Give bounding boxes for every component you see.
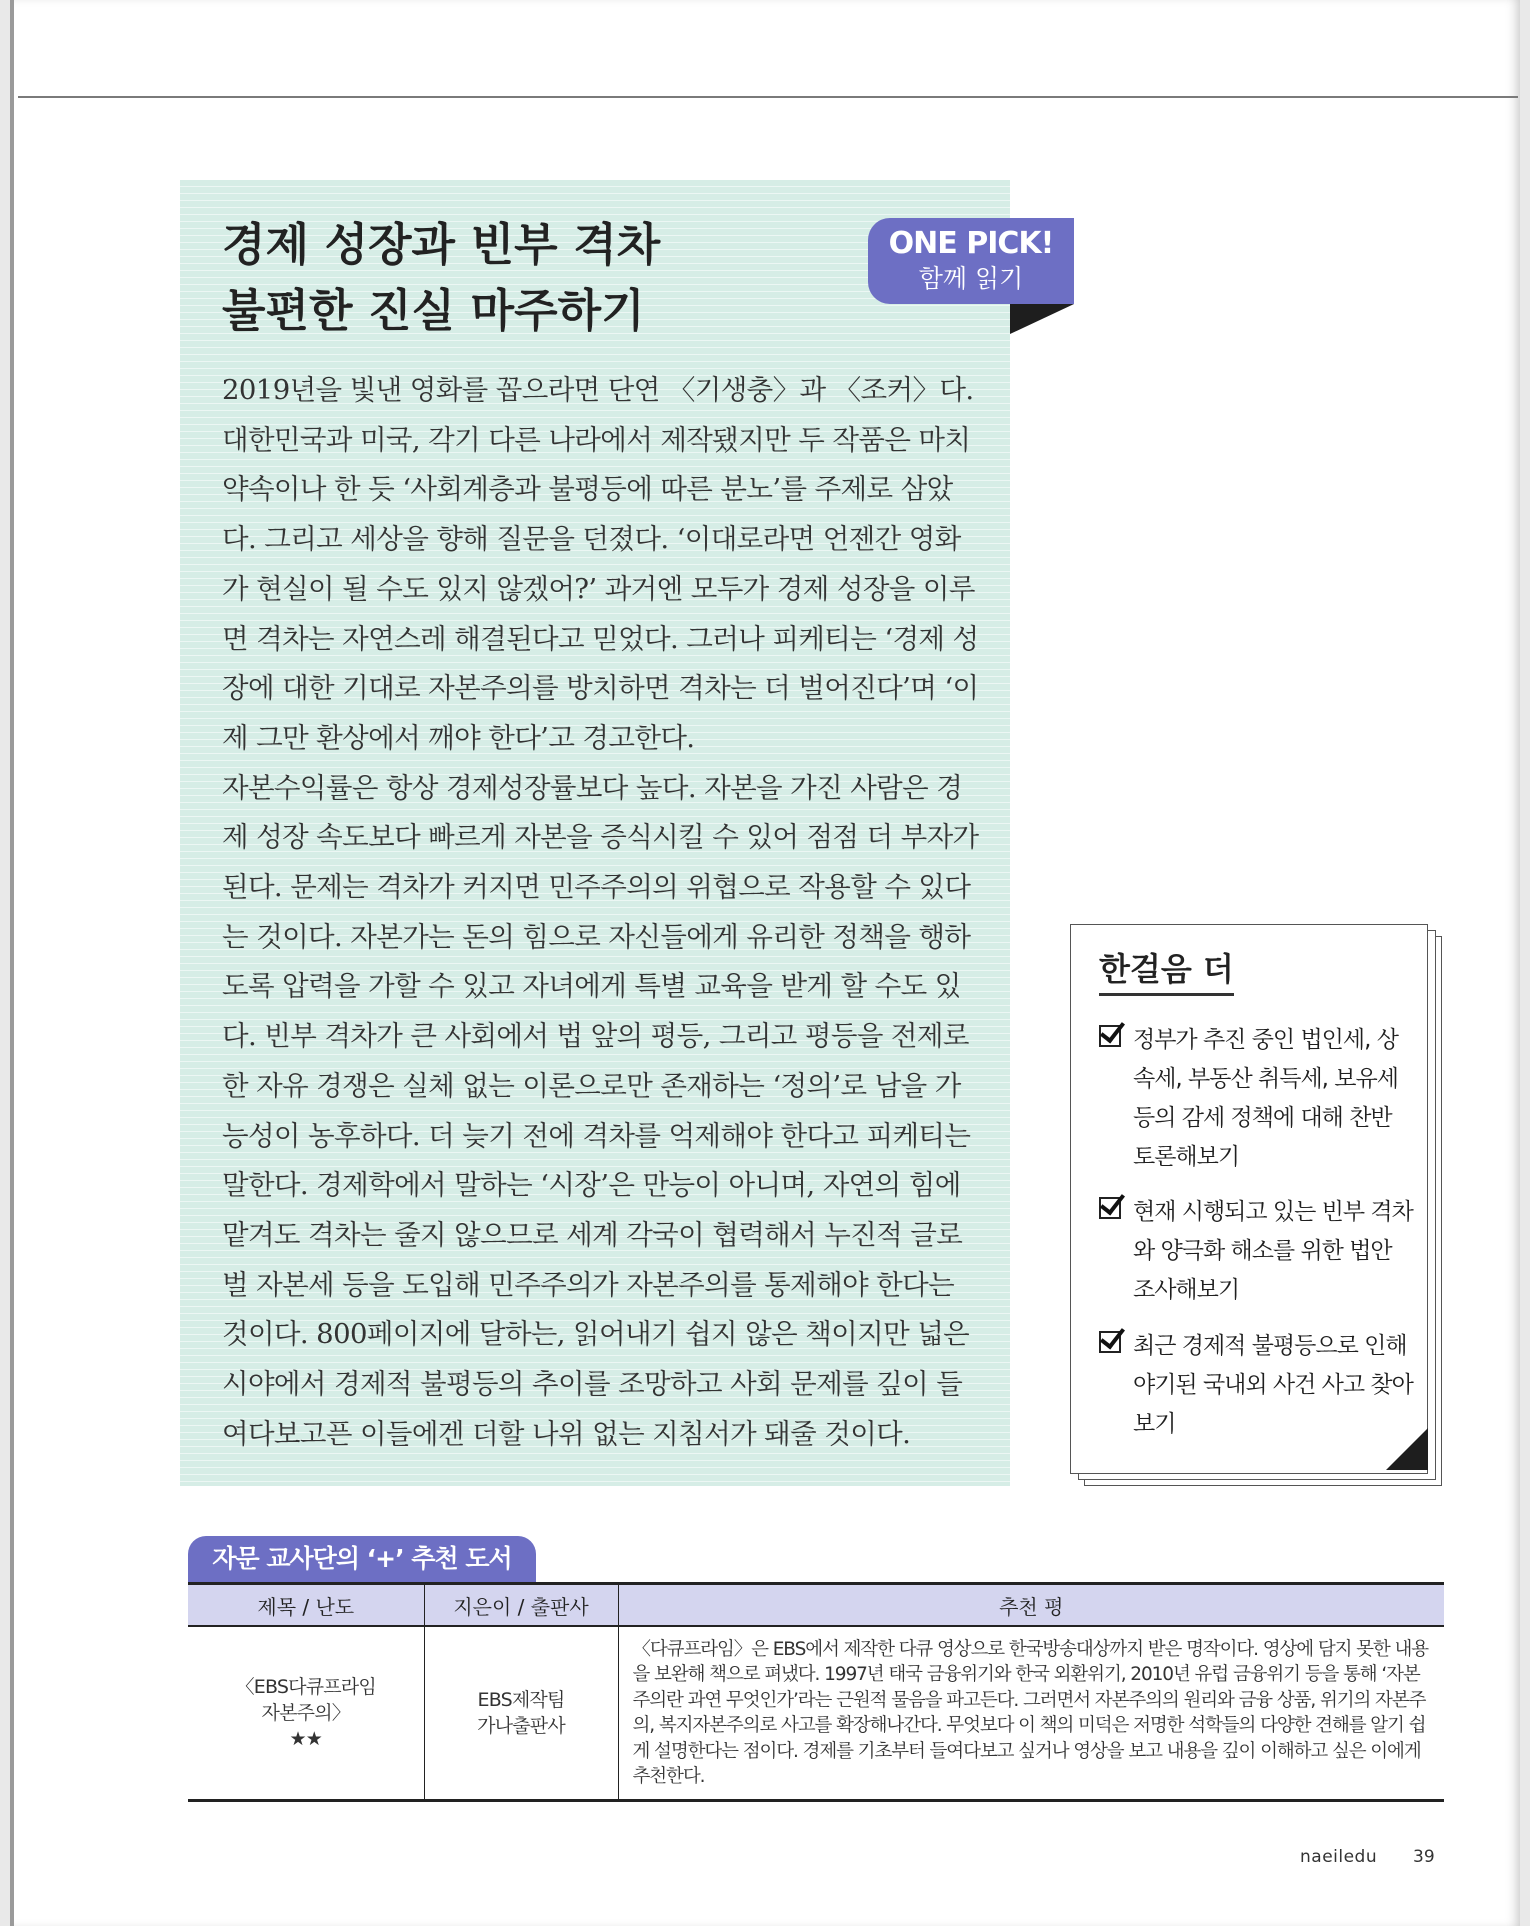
article-title-line-1: 경제 성장과 빈부 격차 bbox=[222, 218, 661, 271]
checkbox-checked-icon bbox=[1099, 1025, 1121, 1047]
publisher: 가나출판사 bbox=[477, 1715, 565, 1737]
checkbox-checked-icon bbox=[1099, 1331, 1121, 1353]
page-number: 39 bbox=[1413, 1847, 1435, 1867]
table-header-row bbox=[188, 1584, 1444, 1627]
badge-title: ONE PICK! bbox=[888, 226, 1054, 261]
page bbox=[10, 0, 1520, 1926]
book-title-line-1: 〈EBS다큐프라임 bbox=[235, 1676, 376, 1698]
article-box bbox=[180, 180, 1010, 1486]
note-item-text: 현재 시행되고 있는 빈부 격차와 양극화 해소를 위한 법안 조사해보기 bbox=[1133, 1199, 1413, 1303]
article-paragraph-1: 2019년을 빛낸 영화를 꼽으라면 단연 〈기생충〉과 〈조커〉다. 대한민국과 미국, 각기 다른 나라에서 제작됐지만 두 작품은 마치 약속이나 한 듯 ‘사회계층과 불평등에 따른 분노’를 주제로 삼았다. 그리고 세상을 향해 질문을 던졌다. ‘이대로라면 언젠간 영화가 현실이 될 수도 있지 않겠어?’ 과거엔 모두가 경제 성장을 이루면 격차는 자연스레 해결된다고 믿었다. 그러나 피케티는 ‘경제 성장에 대한 기대로 자본주의를 방치하면 격차는 더 벌어진다’며 ‘이제 그만 환상에서 깨야 한다’고 경고한다. bbox=[222, 374, 979, 754]
one-pick-badge bbox=[868, 218, 1074, 304]
review-cell: 〈다큐프라임〉은 EBS에서 제작한 다큐 영상으로 한국방송대상까지 받은 명작이다. 영상에 담지 못한 내용을 보완해 책으로 펴냈다. 1997년 태국 금융위기와 한국 외환위기, 2010년 유럽 금융위기 등을 통해 ‘자본주의란 과연 무엇인가’라는 근원적 물음을 파고든다. 그러면서 자본주의의 원리와 금융 상품, 위기의 자본주의, 복지자본주의로 사고를 확장해나간다. 무엇보다 이 책의 미덕은 저명한 석학들의 다양한 견해를 알기 쉽게 설명한다는 점이다. 경제를 기초부터 들여다보고 싶거나 영상을 보고 내용을 깊이 이해하고 싶은 이에게 추천한다. bbox=[632, 1638, 1429, 1787]
difficulty-stars: ★★ bbox=[289, 1728, 322, 1750]
note-card-title: 한걸음 더 bbox=[1099, 947, 1234, 996]
book-title-line-2: 자본주의〉 bbox=[261, 1702, 350, 1724]
author: EBS제작팀 bbox=[477, 1689, 565, 1711]
page-edge bbox=[10, 0, 14, 1926]
badge-subtitle: 함께 읽기 bbox=[918, 264, 1024, 293]
note-item-text: 정부가 추진 중인 법인세, 상속세, 부동산 취득세, 보유세 등의 감세 정책에 대해 찬반 토론해보기 bbox=[1133, 1027, 1398, 1170]
note-card bbox=[1070, 924, 1428, 1474]
note-card-fold-shape bbox=[1386, 1428, 1428, 1470]
author-publisher-cell bbox=[424, 1626, 618, 1801]
article-title-line-2: 불편한 진실 마주하기 bbox=[222, 284, 645, 337]
recommendation-table bbox=[188, 1582, 1444, 1802]
footer-brand: naeiledu bbox=[1300, 1847, 1378, 1867]
header-rule bbox=[18, 96, 1518, 98]
book-title-cell bbox=[188, 1626, 424, 1801]
recommendation-label: 자문 교사단의 ‘+’ 추천 도서 bbox=[188, 1536, 536, 1582]
header-review: 추천 평 bbox=[618, 1584, 1444, 1627]
table-row bbox=[188, 1626, 1444, 1801]
article-paragraph-2: 자본수익률은 항상 경제성장률보다 높다. 자본을 가진 사람은 경제 성장 속도보다 빠르게 자본을 증식시킬 수 있어 점점 더 부자가 된다. 문제는 격차가 커지면 민주주의의 위협으로 작용할 수 있다는 것이다. 자본가는 돈의 힘으로 자신들에게 유리한 정책을 행하도록 압력을 가할 수 있고 자녀에게 특별 교육을 받게 할 수도 있다. 빈부 격차가 큰 사회에서 법 앞의 평등, 그리고 평등을 전제로 한 자유 경쟁은 실체 없는 이론으로만 존재하는 ‘정의’로 남을 가능성이 농후하다. 더 늦기 전에 격차를 억제해야 한다고 피케티는 말한다. 경제학에서 말하는 ‘시장’은 만능이 아니며, 자연의 힘에 맡겨도 격차는 줄지 않으므로 세계 각국이 협력해서 누진적 글로벌 자본세 등을 도입해 민주주의가 자본주의를 통제해야 한다는 것이다. 800페이지에 달하는, 읽어내기 쉽지 않은 책이지만 넓은 시야에서 경제적 불평등의 추이를 조망하고 사회 문제를 깊이 들여다보고픈 이들에겐 더할 나위 없는 지침서가 돼줄 것이다. bbox=[222, 771, 979, 1450]
badge-fold-shape bbox=[1010, 304, 1074, 334]
header-title-difficulty: 제목 / 난도 bbox=[188, 1584, 424, 1627]
article-body bbox=[222, 366, 980, 1459]
checkbox-checked-icon bbox=[1099, 1197, 1121, 1219]
article-title bbox=[222, 212, 782, 344]
header-author-publisher: 지은이 / 출판사 bbox=[424, 1584, 618, 1627]
note-item-text: 최근 경제적 불평등으로 인해 야기된 국내외 사건 사고 찾아보기 bbox=[1133, 1333, 1413, 1437]
